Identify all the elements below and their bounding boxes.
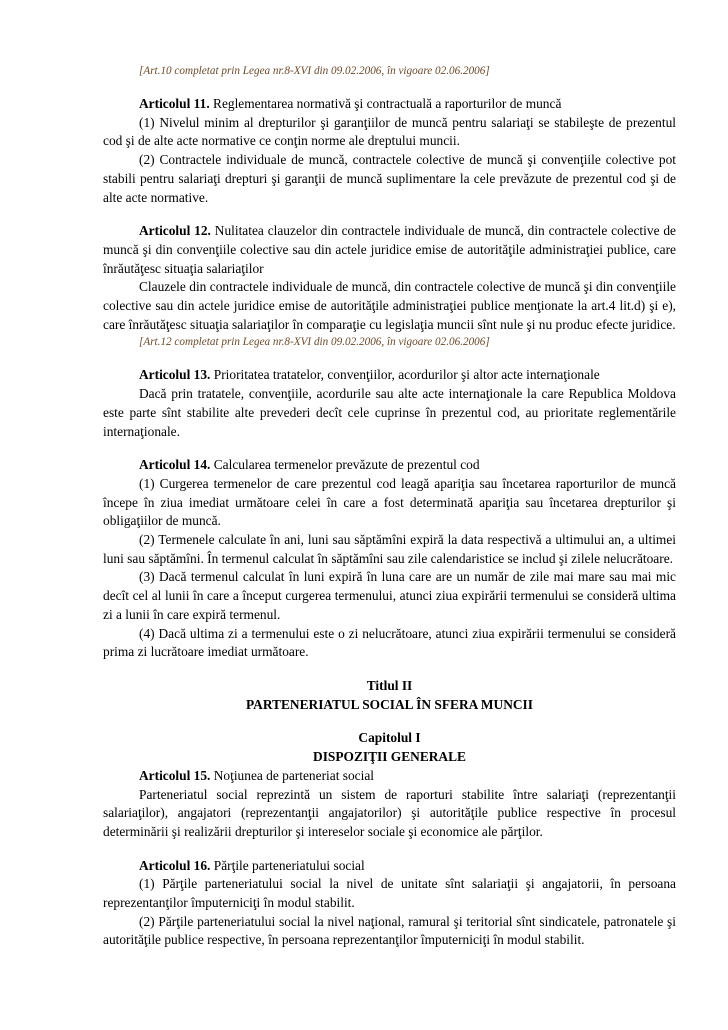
article-heading xyxy=(103,222,676,278)
paragraph xyxy=(103,385,676,441)
paragraph xyxy=(103,531,676,568)
article-label: Articolul 16. xyxy=(139,857,211,873)
paragraph-text: Calcularea termenelor prevăzute de prezentul cod xyxy=(210,457,480,473)
article-heading xyxy=(103,456,676,475)
spacer xyxy=(103,80,676,95)
paragraph xyxy=(103,786,676,842)
paragraph-text: Prioritatea tratatelor, convenţiilor, acordurilor şi altor acte internaţionale xyxy=(210,367,600,383)
article-heading xyxy=(103,767,676,786)
article-label: Articolul 15. xyxy=(139,767,211,783)
article-heading xyxy=(103,95,676,114)
article-label: Articolul 12. xyxy=(139,223,211,239)
spacer xyxy=(103,441,676,456)
spacer xyxy=(103,842,676,857)
paragraph-text: (1) Nivelul minim al drepturilor şi garanţiilor de muncă pentru salariaţi se stabileşte de prezentul cod şi de alte acte normative ce conţin norme ale dreptului muncii. xyxy=(103,114,676,149)
paragraph-text: Părţile parteneriatului social xyxy=(210,857,365,873)
paragraph xyxy=(103,114,676,151)
spacer xyxy=(103,351,676,366)
article-label: Articolul 11. xyxy=(139,96,210,111)
paragraph-text: Dacă prin tratatele, convenţiile, acordurile sau alte acte internaţionale la care Republica Moldova este parte sînt stabilite alte prevederi decît cele cuprinse în prezentul cod, au prioritate reglementările internaţionale. xyxy=(103,386,676,439)
paragraph-text: Reglementarea normativă şi contractuală a raporturilor de muncă xyxy=(209,96,562,111)
section-heading: Titlul II xyxy=(366,677,413,693)
document-page xyxy=(103,63,676,950)
spacer xyxy=(103,714,676,729)
paragraph-text: (2) Contractele individuale de muncă, contractele colective de muncă şi convenţiile colective pot stabili pentru salariaţi drepturi şi garanţii de muncă suplimentare la cele prevăzute de prezentul cod şi de alte acte normative. xyxy=(103,152,676,205)
spacer xyxy=(103,207,676,222)
section-heading: DISPOZIŢII GENERALE xyxy=(313,749,466,765)
article-label: Articolul 13. xyxy=(139,367,211,383)
paragraph xyxy=(103,913,676,950)
paragraph-text: (2) Părţile parteneriatului social la nivel naţional, ramural şi teritorial sînt sindicatele, patronatele şi autorităţile publice respective, în persoana reprezentanţilor împuterniciţi în modul stabilit. xyxy=(103,913,676,948)
paragraph-text: (4) Dacă ultima zi a termenului este o zi nelucrătoare, atunci ziua expirării termenului se consideră prima zi lucrătoare imediat următoare. xyxy=(103,625,676,660)
paragraph-text: (1) Curgerea termenelor de care prezentul cod leagă apariţia sau încetarea raporturilor de muncă începe în ziua imediat următoare celei în care a fost determinată apariţia sau încetarea drepturilor şi obligaţiilor de muncă. xyxy=(103,475,676,529)
paragraph xyxy=(103,278,676,334)
paragraph xyxy=(103,151,676,207)
paragraph-text: Parteneriatul social reprezintă un sistem de raporturi stabilite între salariaţi (reprezentanţii salariaţilor), angajatori (reprezentanţii angajatorilor) şi autorităţile publice respective în procesul determinării şi realizării drepturilor şi intereselor sociale şi economice ale părţilor. xyxy=(103,786,676,839)
paragraph-text: (2) Termenele calculate în ani, luni sau săptămîni expiră la data respectivă a ultimului an, a ultimei luni sau săptămîni. În termenul calculat în săptămîni sau zile calendaristice se includ şi zilele nelucrătoare. xyxy=(103,532,676,566)
amendment-note: [Art.12 completat prin Legea nr.8-XVI din 09.02.2006, în vigoare 02.06.2006] xyxy=(139,336,490,349)
article-heading xyxy=(103,857,676,876)
paragraph-text: Noţiunea de parteneriat social xyxy=(210,767,374,783)
article-heading xyxy=(103,366,676,385)
amendment-note: [Art.10 completat prin Legea nr.8-XVI din 09.02.2006, în vigoare 02.06.2006] xyxy=(139,65,490,77)
section-heading: PARTENERIATUL SOCIAL ÎN SFERA MUNCII xyxy=(246,696,533,712)
paragraph-text: (1) Părţile parteneriatului social la nivel de unitate sînt salariaţii şi angajatorii, în persoana reprezentanţilor împuterniciţi în modul stabilit. xyxy=(103,876,676,911)
spacer xyxy=(103,662,676,677)
section-heading: Capitolul I xyxy=(358,730,421,746)
paragraph-text: (3) Dacă termenul calculat în luni expiră în luna care are un număr de zile mai mare sau mai mic decît cel al lunii în care a început curgerea termenului, atunci ziua expirării termenului se consideră ultima zi a lunii în care expiră termenul. xyxy=(103,569,676,622)
paragraph-text: Clauzele din contractele individuale de muncă, din contractele colective de muncă şi din convenţiile colective sau din actele juridice emise de autorităţile administraţiei publice menţionate la art.4 lit.d) şi e), care înrăutăţesc situaţia salariaţilor în comparaţie cu legislaţia muncii sînt nule şi nu produc efecte juridice. xyxy=(103,279,676,332)
paragraph xyxy=(103,875,676,912)
paragraph xyxy=(103,625,676,662)
article-label: Articolul 14. xyxy=(139,457,211,473)
paragraph xyxy=(103,475,676,531)
paragraph-text: Nulitatea clauzelor din contractele individuale de muncă, din contractele colective de muncă şi din convenţiile colective sau din actele juridice emise de autorităţile administraţiei publice, care înrăutăţesc situaţia salariaţilor xyxy=(103,223,676,276)
paragraph xyxy=(103,568,676,624)
